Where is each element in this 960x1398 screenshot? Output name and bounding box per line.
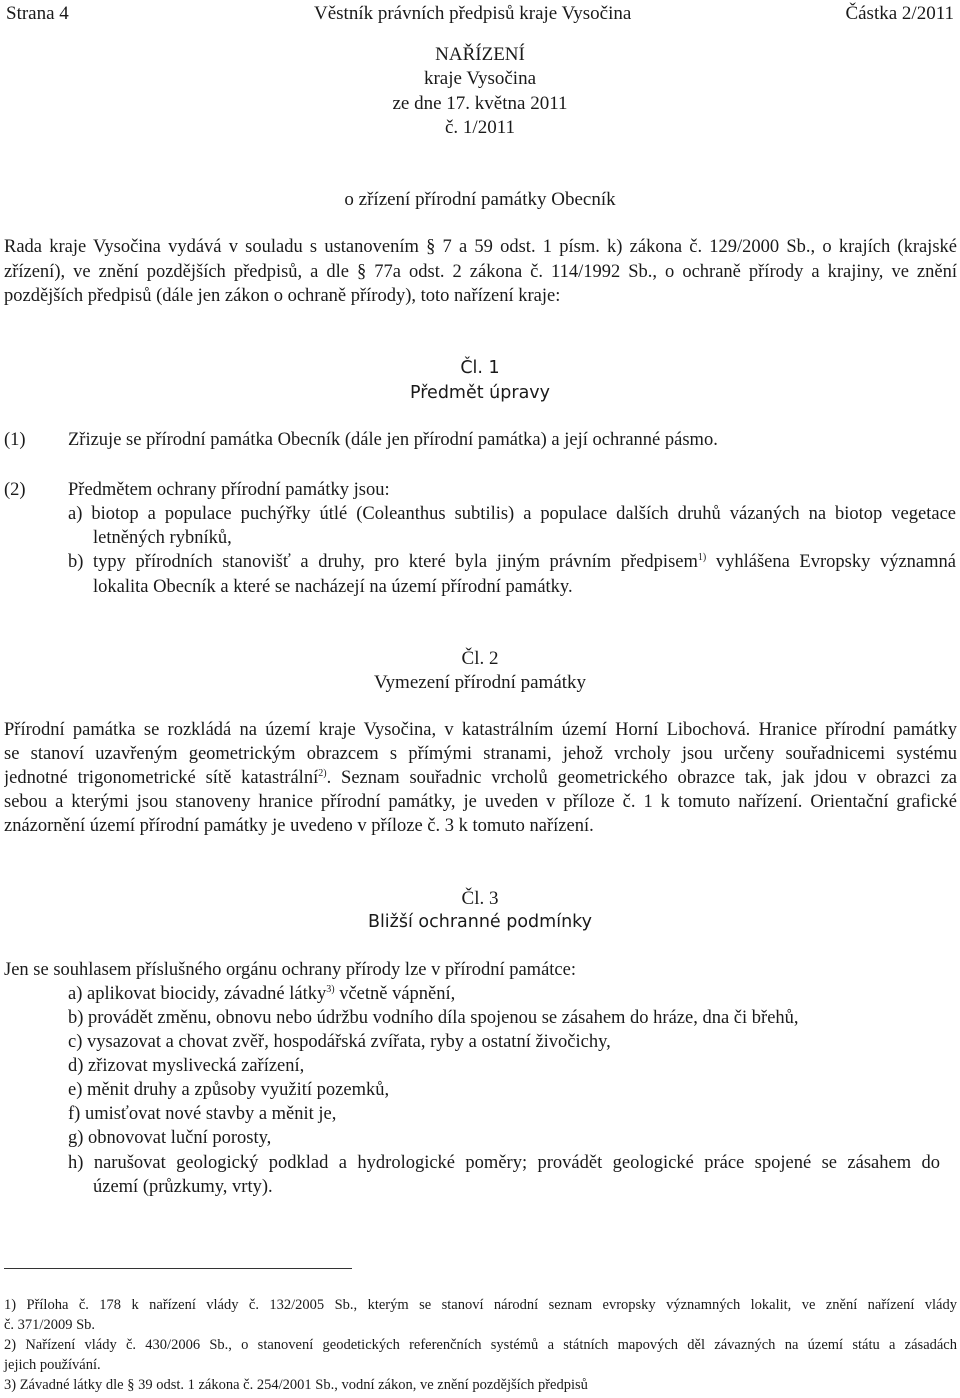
footnote: 1) Příloha č. 178 k nařízení vlády č. 132/2005 Sb., kterým se stanoví národní seznam evropsky významných lokalit, ve znění nařízení vlády (4, 1297, 957, 1313)
article-3-number: Čl. 3 (461, 888, 499, 909)
article-1-paragraph-2: Předmětem ochrany přírodní památky jsou: (68, 480, 390, 500)
list-item: b) typy přírodních stanovišť a druhy, pro které byla jiným právním předpisem$^{1)}$ vyhlášena Evropsky významná (68, 552, 956, 572)
title-regulation: NAŘÍZENÍ (435, 44, 525, 65)
article-3-intro: Jen se souhlasem příslušného orgánu ochrany přírody lze v přírodní památce: (4, 960, 576, 980)
article-2-heading: Vymezení přírodní památky (373, 672, 587, 693)
list-item: b) provádět změnu, obnovu nebo údržbu vodního díla spojenou se zásahem do hráze, dna či břehů, (68, 1008, 799, 1028)
footnote-continuation: jejich používání. (4, 1357, 101, 1373)
list-item: a) biotop a populace puchýřky útlé (Coleanthus subtilis) a populace dalších druhů vázaných na biotop vegetace (68, 504, 956, 524)
list-item: c) vysazovat a chovat zvěř, hospodářská zvířata, ryby a ostatní živočichy, (68, 1032, 611, 1052)
header-issue: Částka 2/2011 (845, 3, 954, 24)
article-2-line: Přírodní památka se rozkládá na území kraje Vysočina, v katastrálním území Horní Libochová. Hranice přírodní památky (4, 720, 957, 740)
paragraph-mark: (2) (4, 480, 26, 500)
footnote-continuation: č. 371/2009 Sb. (4, 1317, 96, 1333)
list-item: g) obnovovat luční porosty, (68, 1128, 272, 1148)
article-1-heading: Předmět úpravy (410, 383, 550, 403)
article-2-number: Čl. 2 (461, 648, 499, 669)
title-number: č. 1/2011 (444, 117, 515, 138)
article-2-line: znázornění území přírodní památky je uvedeno v příloze č. 3 k tomuto nařízení. (4, 816, 594, 836)
list-item: h) narušovat geologický podklad a hydrologické poměry; provádět geologické práce spojené se zásahem do (68, 1153, 940, 1173)
article-2-line: jednotné trigonometrické sítě katastrální$^{2)}$. Seznam souřadnic vrcholů geometrického obrazce tak, jak jdou v obrazci za (4, 768, 957, 788)
title-region: kraje Vysočina (423, 68, 537, 89)
article-3-heading: Bližší ochranné podmínky (367, 912, 593, 932)
footnote: 2) Nařízení vlády č. 430/2006 Sb., o stanovení geodetických referenčních systémů a státních mapových děl závazných na území státu a zásadách (4, 1337, 957, 1353)
article-1-number: Čl. 1 (460, 358, 500, 378)
list-item: a) aplikovat biocidy, závadné látky$^{3)}$ včetně vápnění, (68, 984, 456, 1004)
list-item: f) umisťovat nové stavby a měnit je, (68, 1104, 337, 1124)
header-journal-title: Věstník právních předpisů kraje Vysočina (314, 3, 632, 24)
list-item: e) měnit druhy a způsoby využití pozemků, (68, 1080, 390, 1100)
title-subject: o zřízení přírodní památky Obecník (344, 189, 616, 210)
preamble-line: pozdějších předpisů (dále jen zákon o ochraně přírody), toto nařízení kraje: (4, 286, 561, 306)
footnote-separator (4, 1268, 352, 1269)
list-item-continuation: území (průzkumy, vrty). (93, 1177, 273, 1197)
paragraph-mark: (1) (4, 430, 26, 450)
title-date: ze dne 17. května 2011 (392, 93, 568, 114)
preamble-line: zřízení), ve znění pozdějších předpisů, a dle § 77a odst. 2 zákona č. 114/1992 Sb., o ochraně přírody a krajiny, ve znění (4, 262, 957, 282)
list-item-continuation: lokalita Obecník a které se nacházejí na území přírodní památky. (93, 577, 573, 597)
article-2-line: se stanoví uzavřeným geometrickým obrazcem s přímými stranami, jehož vrcholy jsou určeny souřadnicemi systému (4, 744, 957, 764)
article-2-line: sebou a kterými jsou stanoveny hranice přírodní památky, je uveden v příloze č. 1 k tomuto nařízení. Orientační grafické (4, 792, 957, 812)
list-item: d) zřizovat myslivecká zařízení, (68, 1056, 305, 1076)
article-1-paragraph-1: Zřizuje se přírodní památka Obecník (dále jen přírodní památka) a její ochranné pásmo. (68, 430, 718, 450)
list-item-continuation: letněných rybníků, (93, 528, 232, 548)
footnote: 3) Závadné látky dle § 39 odst. 1 zákona č. 254/2001 Sb., vodní zákon, ve znění pozdějších předpisů (4, 1377, 588, 1393)
header-page-number: Strana 4 (6, 3, 69, 24)
preamble-line: Rada kraje Vysočina vydává v souladu s ustanovením § 7 a 59 odst. 1 písm. k) zákona č. 129/2000 Sb., o krajích (krajské (4, 237, 957, 257)
